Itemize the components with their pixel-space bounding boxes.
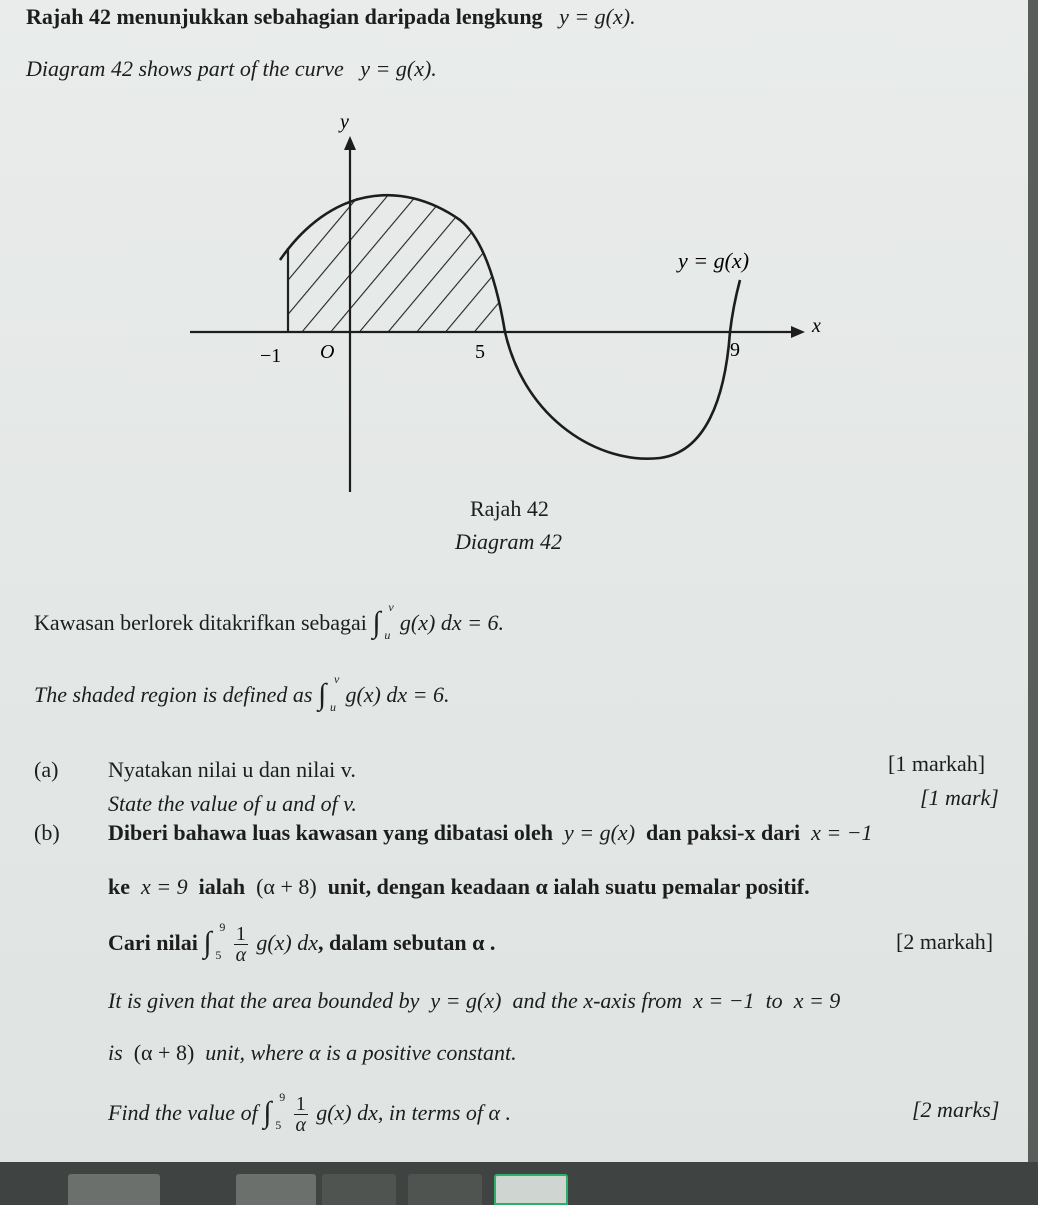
part-b-label: (b) bbox=[34, 820, 60, 845]
taskbar-item[interactable] bbox=[322, 1174, 396, 1205]
y-axis-label: y bbox=[340, 111, 349, 133]
curve-diagram bbox=[180, 100, 840, 500]
shaded-def-en: The shaded region is defined as ∫ v u g(x) dx = 6. bbox=[34, 672, 450, 714]
origin-label: O bbox=[320, 341, 335, 363]
part-b-ms-find: Cari nilai ∫ 9 5 $\frac{1}{\alpha}$ g(x) dx, dalam sebutan α . bbox=[108, 920, 496, 967]
part-b-ms-marks: [2 markah] bbox=[896, 929, 994, 954]
part-a-en: State the value of u and of v. bbox=[108, 791, 357, 816]
y-axis-arrow bbox=[344, 136, 356, 150]
part-a-ms: Nyatakan nilai u dan nilai v. bbox=[108, 757, 356, 782]
taskbar-item[interactable] bbox=[408, 1174, 482, 1205]
part-b-ms-line1: Diberi bahawa luas kawasan yang dibatasi oleh y = g(x) dan paksi-x dari x = −1 bbox=[108, 820, 873, 845]
taskbar-item-active[interactable] bbox=[494, 1174, 568, 1205]
caption-en: Diagram 42 bbox=[455, 529, 562, 554]
part-a-ms-marks: [1 markah] bbox=[888, 751, 986, 776]
shaded-def-ms: Kawasan berlorek ditakrifkan sebagai ∫ v u g(x) dx = 6. bbox=[34, 600, 504, 642]
intro-en: Diagram 42 shows part of the curve y = g(x). bbox=[26, 56, 437, 81]
shaded-region bbox=[280, 160, 520, 340]
x-axis-label: x bbox=[812, 315, 821, 337]
caption-ms: Rajah 42 bbox=[470, 496, 549, 521]
part-a-label: (a) bbox=[34, 757, 59, 782]
taskbar-item[interactable] bbox=[236, 1174, 316, 1205]
part-a-en-marks: [1 mark] bbox=[920, 785, 999, 810]
taskbar bbox=[0, 1162, 1038, 1205]
intro-ms: Rajah 42 menunjukkan sebahagian daripada lengkung y = g(x). bbox=[26, 4, 636, 29]
part-b-en-line2: is (α + 8) unit, where α is a positive constant. bbox=[108, 1040, 517, 1065]
taskbar-item[interactable] bbox=[68, 1174, 160, 1205]
x-axis-arrow bbox=[791, 326, 805, 338]
curve-label: y = g(x) bbox=[678, 248, 750, 273]
tick-9: 9 bbox=[730, 339, 740, 361]
part-b-ms-line2: ke x = 9 ialah (α + 8) unit, dengan keadaan α ialah suatu pemalar positif. bbox=[108, 874, 810, 899]
part-b-en-find: Find the value of ∫ 9 5 $\frac{1}{\alpha}$ g(x) dx, in terms of α . bbox=[108, 1090, 512, 1137]
part-b-en-line1: It is given that the area bounded by y = g(x) and the x-axis from x = −1 to x = 9 bbox=[108, 988, 841, 1013]
tick-neg1: −1 bbox=[260, 345, 282, 367]
part-b-en-marks: [2 marks] bbox=[912, 1097, 1000, 1122]
tick-5: 5 bbox=[475, 341, 485, 363]
